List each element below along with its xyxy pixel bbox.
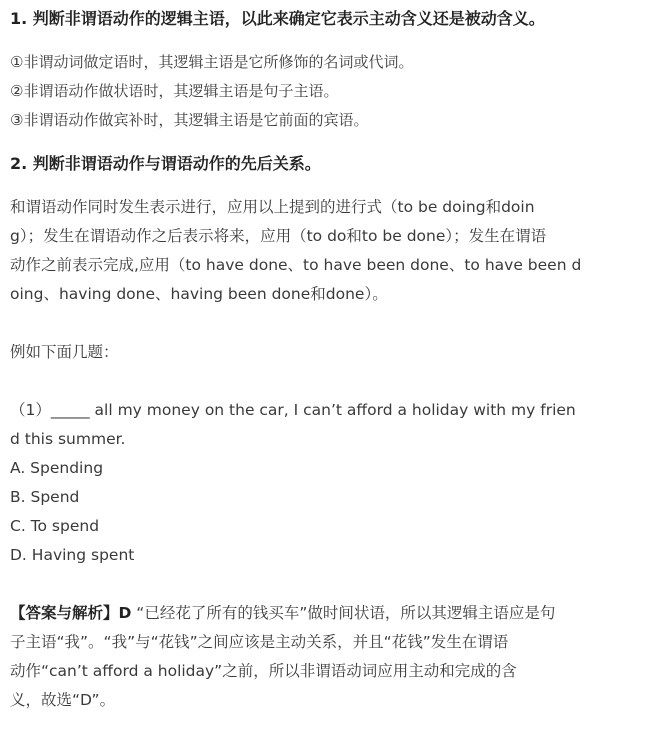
example-intro: 例如下面几题： — [10, 343, 119, 361]
answer-line: 子主语“我”。“我”与“花钱”之间应该是主动关系，并且“花钱”发生在谓语 — [10, 633, 509, 651]
list-item: ①非谓动词做定语时，其逻辑主语是它所修饰的名词或代词。 — [10, 53, 414, 71]
list-item: ③非谓语动作做宾补时，其逻辑主语是它前面的宾语。 — [10, 111, 369, 129]
answer-line: 动作“can’t afford a holiday”之前，所以非谓语动词应用主动和完成的含 — [10, 662, 517, 680]
options-list — [10, 454, 654, 570]
paragraph-line: 和谓语动作同时发生表示进行，应用以上提到的进行式（to be doing和doin — [10, 198, 535, 216]
section2-paragraph — [10, 193, 654, 309]
paragraph-line: oing、having done、having been done和done）。 — [10, 285, 388, 303]
section1-heading: 1. 判断非谓语动作的逻辑主语，以此来确定它表示主动含义还是被动含义。 — [10, 9, 545, 28]
section2-heading: 2. 判断非谓语动作与谓语动作的先后关系。 — [10, 154, 321, 173]
list-item: ②非谓语动作做状语时，其逻辑主语是句子主语。 — [10, 82, 339, 100]
section1-list — [10, 48, 654, 135]
question — [10, 396, 654, 454]
paragraph-line: 动作之前表示完成,应用（to have done、to have been done、to have been d — [10, 256, 582, 274]
answer-text: “已经花了所有的钱买车”做时间状语，所以其逻辑主语应是句 — [131, 604, 556, 622]
answer-line: 义，故选“D”。 — [10, 691, 116, 709]
question-line: （1）_____ all my money on the car, I can’t afford a holiday with my frien — [10, 401, 576, 419]
answer-block — [10, 599, 654, 715]
answer-line — [10, 599, 654, 628]
option-b: B. Spend — [10, 488, 80, 506]
question-line: d this summer. — [10, 430, 126, 448]
article — [10, 0, 654, 715]
answer-label: 【答案与解析】D — [10, 604, 132, 622]
option-d: D. Having spent — [10, 546, 135, 564]
option-a: A. Spending — [10, 459, 104, 477]
paragraph-line: g）；发生在谓语动作之后表示将来，应用（to do和to be done）；发生在谓语 — [10, 227, 547, 245]
option-c: C. To spend — [10, 517, 100, 535]
